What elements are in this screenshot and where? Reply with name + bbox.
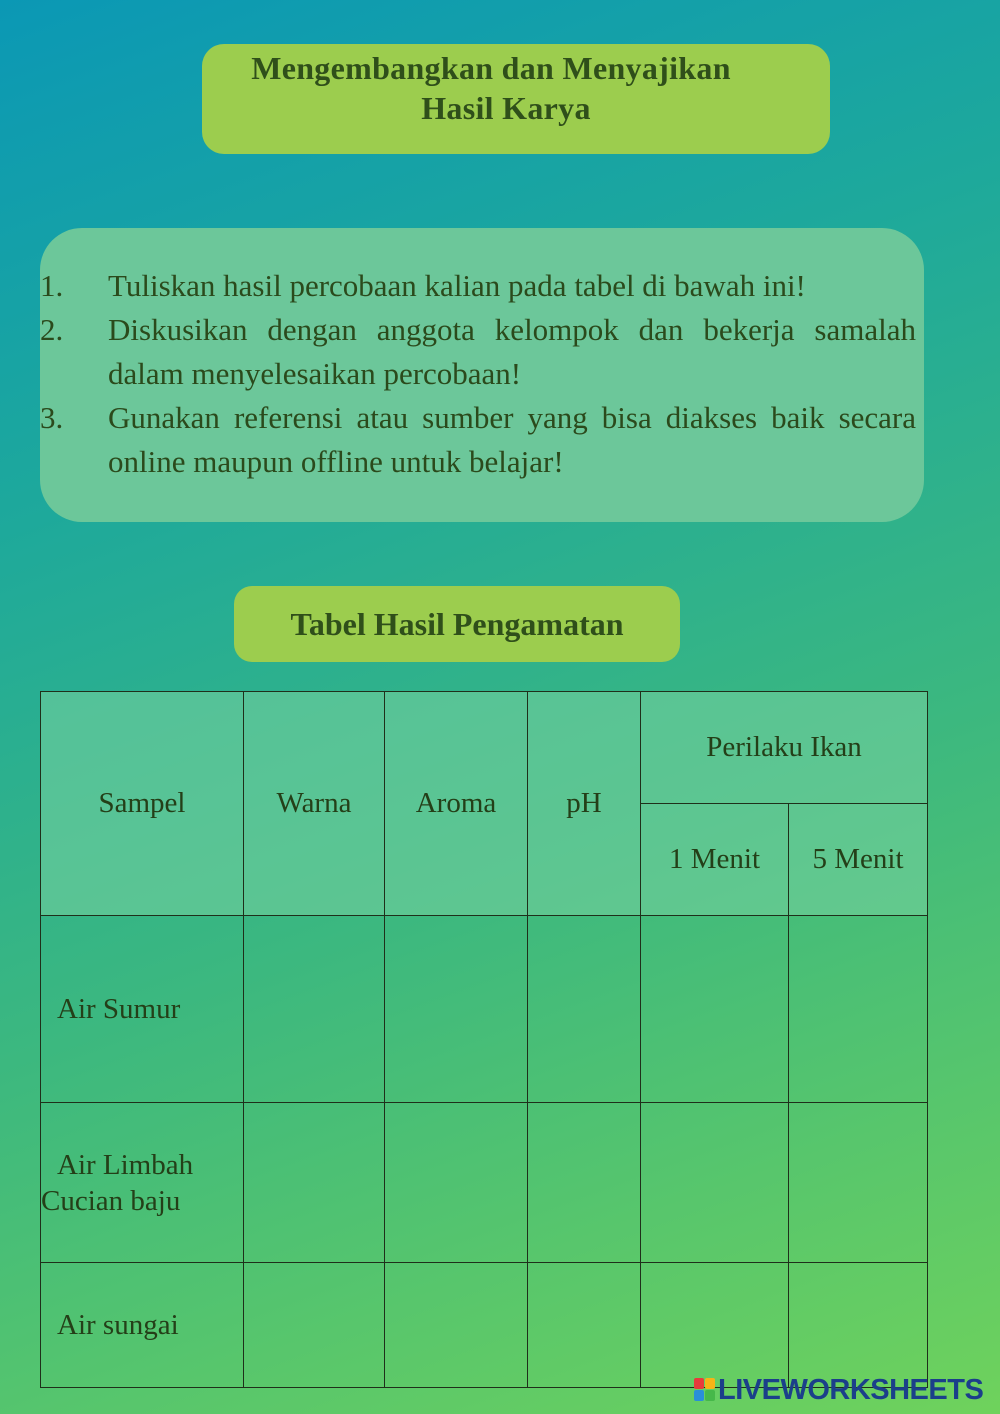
answer-cell-1-menit[interactable]: [641, 1263, 789, 1388]
instructions-list: [40, 264, 940, 484]
answer-cell-warna[interactable]: [244, 1103, 385, 1263]
table-row: [41, 1103, 928, 1263]
row-label-text: Air Sumur: [57, 992, 181, 1025]
answer-cell-aroma[interactable]: [385, 916, 528, 1103]
row-label-air-limbah: [41, 1103, 244, 1263]
row-label-text-2: Cucian baju: [41, 1184, 181, 1217]
table-row: [41, 1263, 928, 1388]
table-title-banner: [234, 586, 680, 662]
instruction-item-2: [40, 308, 940, 396]
answer-cell-ph[interactable]: [528, 1103, 641, 1263]
header-warna: [244, 692, 385, 916]
answer-cell-5-menit[interactable]: [789, 1103, 928, 1263]
page-title-banner: [202, 44, 830, 154]
answer-cell-ph[interactable]: [528, 916, 641, 1103]
answer-cell-1-menit[interactable]: [641, 916, 789, 1103]
answer-cell-ph[interactable]: [528, 1263, 641, 1388]
row-label-text: Air sungai: [57, 1308, 179, 1341]
header-sampel-label: Sampel: [98, 787, 186, 819]
header-5-menit: [789, 804, 928, 916]
answer-cell-5-menit[interactable]: [789, 1263, 928, 1388]
header-warna-label: Warna: [276, 787, 352, 819]
row-label-text: Air Limbah: [57, 1148, 194, 1181]
table-row: [41, 916, 928, 1103]
header-aroma-label: Aroma: [415, 787, 497, 819]
header-sampel: [41, 692, 244, 916]
instruction-item-3: [40, 396, 940, 484]
answer-cell-1-menit[interactable]: [641, 1103, 789, 1263]
answer-cell-aroma[interactable]: [385, 1263, 528, 1388]
watermark-text: LIVEWORKSHEETS: [718, 1373, 984, 1406]
header-1-menit-label: 1 Menit: [668, 843, 761, 875]
answer-cell-5-menit[interactable]: [789, 916, 928, 1103]
header-perilaku-label: Perilaku Ikan: [706, 731, 862, 763]
instruction-number: 3.: [40, 400, 64, 435]
instruction-number: 1.: [40, 268, 64, 303]
liveworksheets-watermark[interactable]: [694, 1373, 984, 1406]
header-aroma: [385, 692, 528, 916]
answer-cell-warna[interactable]: [244, 916, 385, 1103]
instructions-panel: [40, 228, 924, 522]
header-ph-label: pH: [566, 787, 602, 819]
row-label-air-sungai: [41, 1263, 244, 1388]
header-5-menit-label: 5 Menit: [812, 843, 904, 875]
liveworksheets-logo-icon: [694, 1378, 716, 1402]
observation-table: [40, 691, 928, 1388]
instruction-item-1: [40, 264, 940, 308]
answer-cell-aroma[interactable]: [385, 1103, 528, 1263]
instruction-text: Gunakan referensi atau sumber yang bisa diakses baik secara online maupun offline untuk belajar!: [108, 400, 916, 479]
answer-cell-warna[interactable]: [244, 1263, 385, 1388]
instruction-number: 2.: [40, 312, 64, 347]
page-title-line-1: Mengembangkan dan Menyajikan: [251, 50, 731, 86]
page-title-line-2: Hasil Karya: [421, 90, 591, 126]
header-ph: [528, 692, 641, 916]
instruction-text: Tuliskan hasil percobaan kalian pada tabel di bawah ini!: [108, 268, 806, 303]
header-perilaku-ikan: [641, 692, 928, 804]
header-1-menit: [641, 804, 789, 916]
table-title: Tabel Hasil Pengamatan: [290, 605, 624, 642]
instruction-text: Diskusikan dengan anggota kelompok dan bekerja samalah dalam menyelesaikan percobaan!: [108, 312, 916, 391]
row-label-air-sumur: [41, 916, 244, 1103]
